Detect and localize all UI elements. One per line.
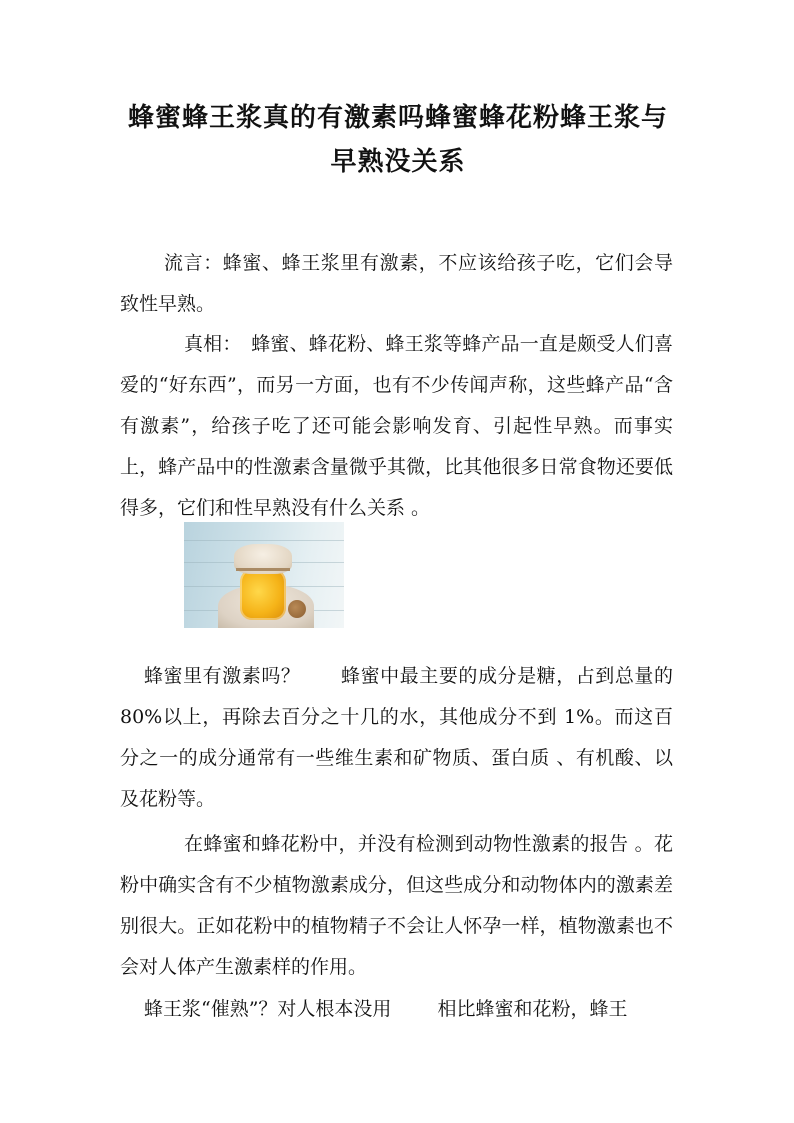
wooden-dipper — [288, 600, 306, 618]
twine — [236, 568, 290, 571]
section2-text: 相比蜂蜜和花粉，蜂王 — [437, 998, 628, 1020]
truth-paragraph: 真相： 蜂蜜、蜂花粉、蜂王浆等蜂产品一直是颇受人们喜爱的“好东西”，而另一方面，也有不少传闻声称，这些蜂产品“含有激素”，给孩子吃了还可能会影响发育、引起性早熟。而事实上，蜂产品中的性激素含量微乎其微，比其他很多日常食物还要低得多，它们和性早熟没有什么关系 。 — [120, 333, 673, 519]
honey-jar — [240, 568, 286, 620]
section1-text: 蜂蜜中最主要的成分是糖，占到总量的 80%以上，再除去百分之十几的水，其他成分不到 1%。而这百分之一的成分通常有一些维生素和矿物质、蛋白质 、有机酸、以及花粉等。 — [120, 665, 673, 810]
section2-heading: 蜂王浆“催熟”？对人根本没用 — [144, 998, 392, 1020]
section1b-paragraph: 在蜂蜜和蜂花粉中，并没有检测到动物性激素的报告 。花粉中确实含有不少植物激素成分，但这些成分和动物体内的激素差别很大。正如花粉中的植物精子不会让人怀孕一样，植物激素也不会对人体产生激素样的作用。 — [120, 833, 673, 978]
intro-paragraph: 流言：蜂蜜、蜂王浆里有激素，不应该给孩子吃，它们会导致性早熟。 — [120, 252, 673, 315]
honey-jar-photo — [184, 522, 344, 628]
section2-paragraph — [120, 989, 673, 1030]
section1-heading: 蜂蜜里有激素吗？ — [144, 665, 301, 687]
section1-paragraph — [120, 656, 673, 820]
page-title: 蜂蜜蜂王浆真的有激素吗蜂蜜蜂花粉蜂王浆与早熟没关系 — [127, 103, 668, 177]
